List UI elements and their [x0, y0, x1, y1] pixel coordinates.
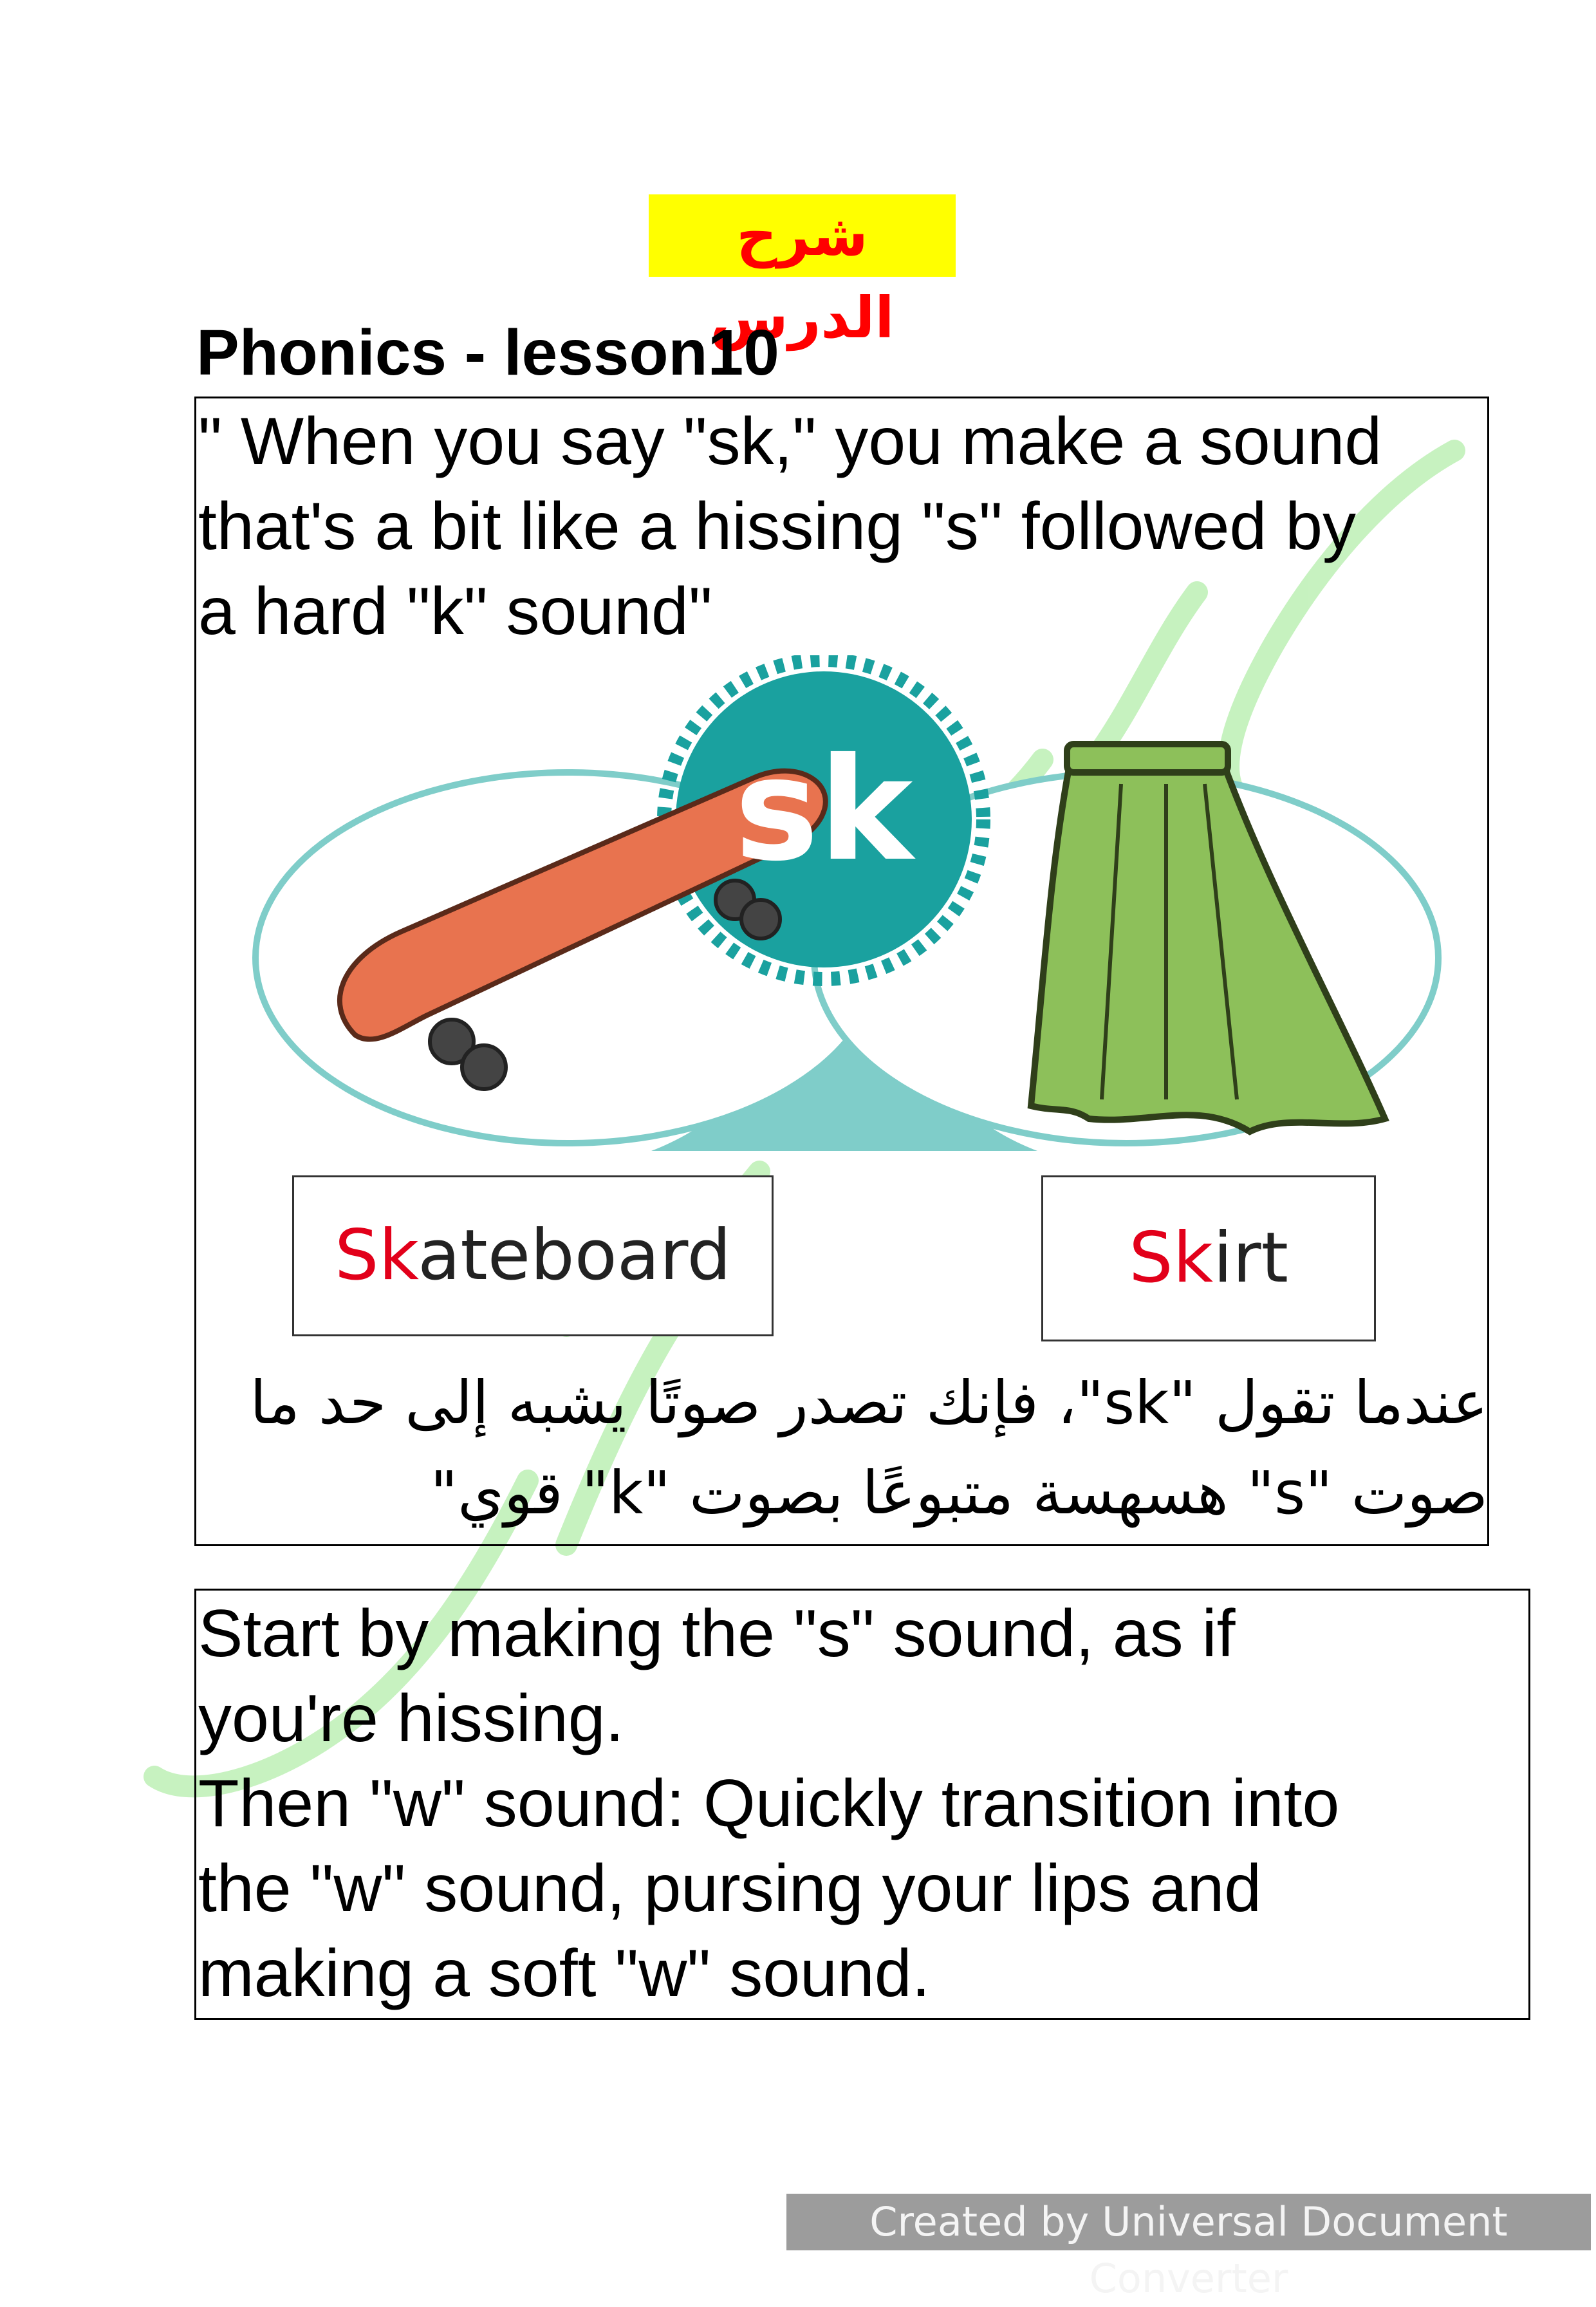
quote-line-3: a hard "k" sound" — [198, 574, 712, 649]
skateboard-word-prefix: Sk — [334, 1215, 418, 1296]
skirt-word-rest: irt — [1213, 1218, 1288, 1298]
skirt-word-prefix: Sk — [1129, 1218, 1214, 1298]
tip-line-4: the "w" sound, pursing your lips and — [198, 1851, 1262, 1926]
arabic-explanation-line-1: عندما تقول "sk"، فإنك تصدر صوتًا يشبه إلى حد ما — [250, 1368, 1488, 1437]
skateboard-word-box — [292, 1175, 774, 1336]
sk-illustration — [233, 655, 1453, 1371]
sk-badge-label: sk — [734, 727, 913, 892]
tip-line-2: you're hissing. — [198, 1681, 624, 1756]
tip-line-3: Then "w" sound: Quickly transition into — [198, 1766, 1340, 1841]
quote-line-2: that's a bit like a hissing "s" followed by — [198, 489, 1357, 564]
tip-line-5: making a soft "w" sound. — [198, 1936, 931, 2011]
arabic-explanation-line-2: صوت "s" هسهسة متبوعًا بصوت "k" قوي" — [430, 1459, 1488, 1527]
converter-watermark: Created by Universal Document Converter — [786, 2194, 1591, 2250]
quote-line-1: " When you say "sk," you make a sound — [198, 404, 1382, 479]
tip-line-1: Start by making the "s" sound, as if — [198, 1596, 1236, 1671]
skirt-word-box — [1041, 1175, 1376, 1341]
arabic-page-title: شرح الدرس — [649, 194, 956, 277]
skateboard-word-rest: ateboard — [418, 1215, 732, 1296]
lesson-title: Phonics - lesson10 — [196, 317, 779, 389]
